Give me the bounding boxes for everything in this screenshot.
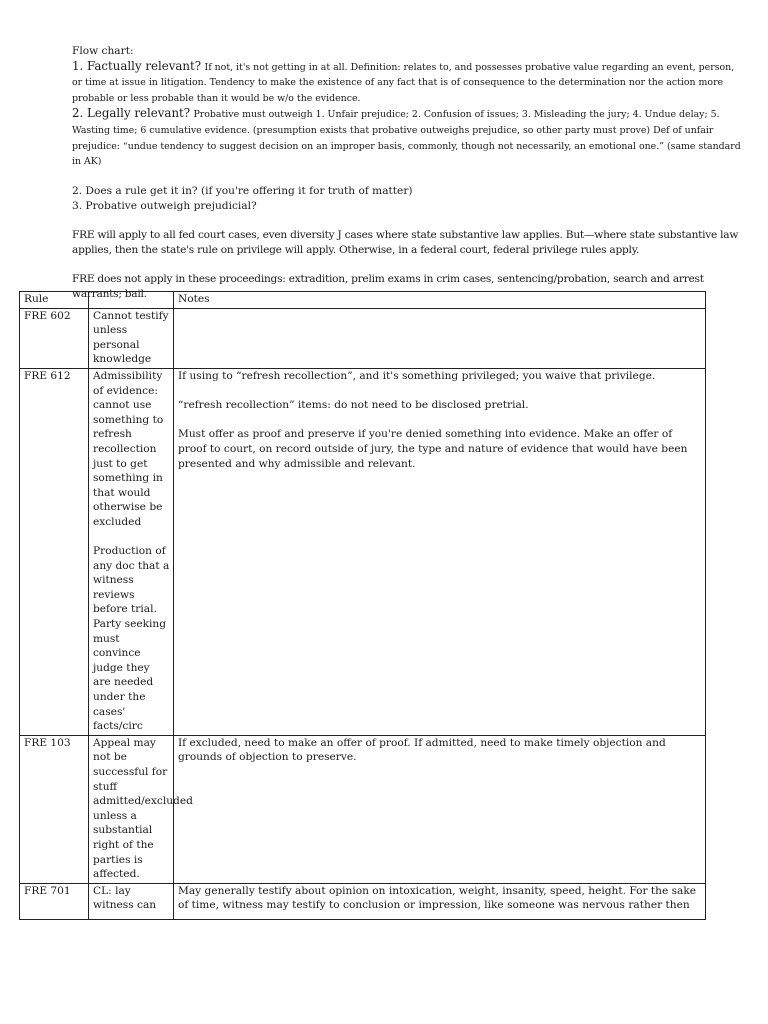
notes-text: May generally testify about opinion on intoxication, weight, insanity, speed, height. For the sake of time, witness may testify to conclusion or impression, like someone was nervous rather then — [178, 884, 697, 912]
rule-cell: FRE 701 — [20, 883, 89, 919]
description-text: Appeal may not be successful for stuff admitted/excluded unless a substantial right of the parties is affected. — [93, 736, 193, 881]
table-row — [20, 883, 706, 919]
fre-exceptions-paragraph: FRE does not apply in these proceedings: extradition, prelim exams in crim cases, sentencing/probation, search and arrest warrants; bail. — [72, 272, 704, 300]
legally-relevant-label: 2. Legally relevant? — [72, 106, 191, 121]
table-row — [20, 735, 706, 883]
flow-chart-heading: Flow chart: — [72, 45, 134, 57]
header-notes: Notes — [174, 292, 706, 309]
factually-relevant-label: 1. Factually relevant? — [72, 58, 202, 73]
header-description — [89, 292, 174, 309]
notes-text: If using to “refresh recollection”, and it's something privileged; you waive that privilege. — [178, 369, 656, 382]
table-row — [20, 308, 706, 368]
notes-text: Must offer as proof and preserve if you're denied something into evidence. Make an offer of proof to court, on record outside of jury, the type and nature of evidence that would have been presented and why admissible and relevant. — [178, 428, 688, 470]
description-cell — [89, 735, 193, 883]
description-text: CL: lay witness can — [93, 884, 157, 912]
legally-relevant-item — [72, 106, 742, 169]
notes-text: “refresh recollection” items: do not need to be disclosed pretrial. — [178, 399, 529, 412]
description-text: Cannot testify unless personal knowledge — [93, 309, 169, 366]
notes-cell — [174, 883, 706, 919]
description-cell — [89, 308, 174, 368]
description-cell — [89, 883, 174, 919]
description-text: Admissibility of evidence: cannot use something to refresh recollection just to get something in that would otherwise be excluded — [93, 369, 164, 528]
rule-cell: FRE 602 — [20, 308, 89, 368]
notes-text: If excluded, need to make an offer of proof. If admitted, need to make timely objection and grounds of objection to preserve. — [178, 736, 666, 764]
table-row — [20, 368, 706, 735]
description-cell — [89, 368, 174, 735]
table-header-row — [20, 292, 706, 309]
notes-cell — [174, 735, 706, 883]
header-rule: Rule — [20, 292, 89, 309]
factually-relevant-text: If not, it's not getting in at all. Definition: relates to, and possesses probative value regarding an event, person, or time at issue in litigation. Tendency to make the existence of any fact that is of consequence to the determination nor the action more probable or less probable than it would be w/o the evidence. — [72, 61, 735, 104]
factually-relevant-item — [72, 59, 742, 107]
rule-cell: FRE 612 — [20, 368, 89, 735]
rules-table — [19, 291, 706, 920]
intro-section — [72, 44, 742, 301]
legally-relevant-text: Probative must outweigh 1. Unfair prejudice; 2. Confusion of issues; 3. Misleading the jury; 4. Undue delay; 5. Wasting time; 6 cumulative evidence. (presumption exists that probative outweighs prejudice, so other party must prove) Def of unfair prejudice: “undue tendency to suggest decision on an improper basis, commonly, though not necessarily, an emotional one.” (same standard in AK) — [72, 109, 741, 168]
description-text: Production of any doc that a witness reviews before trial. Party seeking must convince judge they are needed under the cases' facts/circ — [93, 545, 170, 733]
notes-cell — [174, 308, 706, 368]
question-probative: 3. Probative outweigh prejudicial? — [72, 199, 257, 212]
fre-application-paragraph: FRE will apply to all fed court cases, even diversity J cases where state substantive law applies. But—where state substantive law applies, then the state's rule on privilege will apply. Otherwise, in a federal court, federal privilege rules apply. — [72, 229, 739, 256]
rule-cell: FRE 103 — [20, 735, 89, 883]
notes-cell — [174, 368, 706, 735]
question-rule: 2. Does a rule get it in? (if you're offering it for truth of matter) — [72, 185, 413, 198]
